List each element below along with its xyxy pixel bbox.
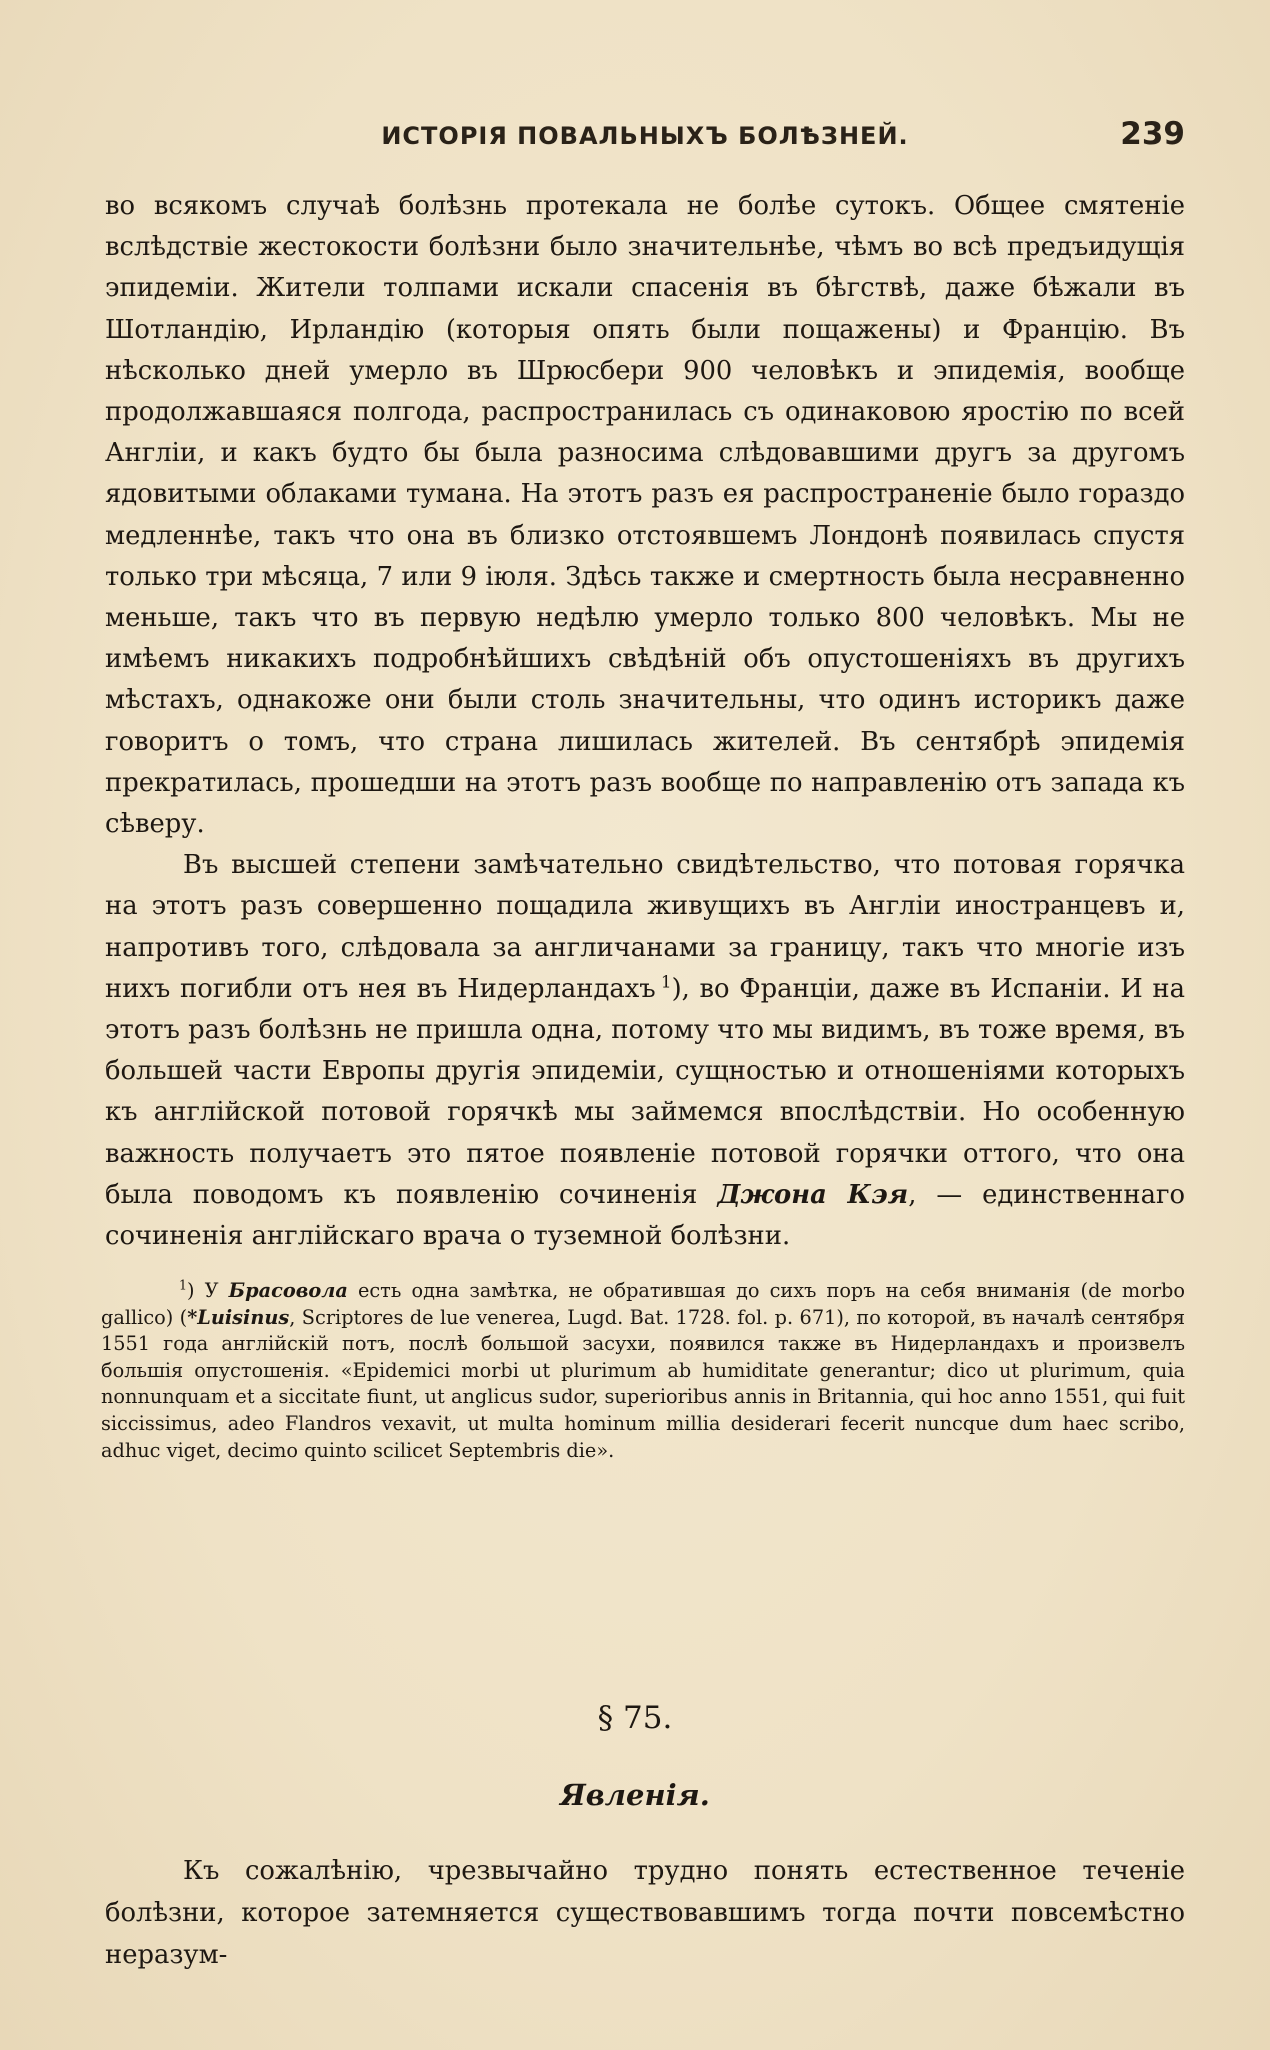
- running-title: ИСТОРІЯ ПОВАЛЬНЫХЪ БОЛѢЗНЕЙ.: [381, 122, 909, 150]
- author-name: Джона Кэя: [717, 1179, 909, 1210]
- section-text: [105, 1850, 1185, 1976]
- main-text: [105, 186, 1185, 1257]
- footnote-reference[interactable]: 1: [660, 971, 672, 992]
- footnote-1: [101, 1278, 1185, 1464]
- section-paragraph-1: Къ сожалѣнію, чрезвычайно трудно понять естественное теченіе болѣзни, которое затемняется существовавшимъ тогда почти повсемѣстно неразум-: [105, 1856, 1185, 1970]
- paragraph-2-part-c: , — единственнаго сочиненія англійскаго врача о туземной болѣзни.: [105, 1179, 1186, 1252]
- footnote-author: Брасовола: [228, 1279, 348, 1302]
- footnote-source-author: *Luisinus: [187, 1305, 290, 1329]
- footnote-text-2: есть одна замѣтка, не обратившая до сихъ поръ на себя вниманія (de morbo gallico) (: [101, 1279, 1185, 1329]
- paragraph-1: во всякомъ случаѣ болѣзнь протекала не болѣе сутокъ. Общее смятеніе вслѣдствіе жестокости болѣзни было значительнѣе, чѣмъ во всѣ предъидущія эпидеміи. Жители толпами искали спасенія въ бѣгствѣ, даже бѣжали въ Шотландію, Ирландію (которыя опять были пощажены) и Францію. Въ нѣсколько дней умерло въ Шрюсбери 900 человѣкъ и эпидемія, вообще продолжавшаяся полгода, распространилась съ одинаковою яростію по всей Англіи, и какъ будто бы была разносима слѣдовавшими другъ за другомъ ядовитыми облаками тумана. На этотъ разъ ея распространеніе было гораздо медленнѣе, такъ что она въ близко отстоявшемъ Лондонѣ появилась спустя только три мѣсяца, 7 или 9 іюля. Здѣсь также и смертность была несравненно меньше, такъ что въ первую недѣлю умерло только 800 человѣкъ. Мы не имѣемъ никакихъ подробнѣйшихъ свѣдѣній объ опустошеніяхъ въ другихъ мѣстахъ, однакоже они были столь значительны, что одинъ историкъ даже говоритъ о томъ, что страна лишилась жителей. Въ сентябрѣ эпидемія прекратилась, прошедши на этотъ разъ вообще по направленію отъ запада къ сѣверу.: [105, 191, 1185, 840]
- page-number: 239: [1120, 116, 1185, 152]
- footnote-marker: 1: [179, 1277, 187, 1293]
- page-header: [105, 116, 1185, 162]
- footnote-text-1: ) У: [186, 1279, 229, 1302]
- paragraph-2: [105, 845, 1185, 1257]
- section-title: Явленія.: [560, 1778, 710, 1812]
- paragraph-2-part-b: ), во Франціи, даже въ Испаніи. И на этотъ разъ болѣзнь не пришла одна, потому что мы видимъ, въ тоже время, въ большей части Европы другія эпидеміи, сущностью и отношеніями которыхъ къ англійской потовой горячкѣ мы займемся впослѣдствіи. Но особенную важность получаетъ это пятое появленіе потовой горячки оттого, что она была поводомъ къ появленію сочиненія: [105, 973, 1186, 1210]
- section-number: § 75.: [597, 1700, 673, 1736]
- footnote-text-3: , Scriptores de lue venerea, Lugd. Bat. 1728. fol. p. 671), по которой, въ началѣ сентября 1551 года англійскій потъ, послѣ большой засухи, появился также въ Нидерландахъ и произвелъ большія опустошенія. «Epidemici morbi ut plurimum ab humiditate generantur; dico ut plurimum, quia nonnunquam et a siccitate fiunt, ut anglicus sudor, superioribus annis in Britannia, qui hoc anno 1551, qui fuit siccissimus, adeo Flandros vexavit, ut multa hominum millia desiderari fecerit nuncque dum haec scribo, adhuc viget, decimo quinto scilicet Septembris die».: [101, 1305, 1185, 1462]
- paragraph-2-part-a: Въ высшей степени замѣчательно свидѣтельство, что потовая горячка на этотъ разъ совершенно пощадила живущихъ въ Англіи иностранцевъ и, напротивъ того, слѣдовала за англичанами за границу, такъ что многіе изъ нихъ погибли отъ нея въ Нидерландахъ: [105, 850, 1185, 1004]
- footnote-block: [101, 1278, 1185, 1464]
